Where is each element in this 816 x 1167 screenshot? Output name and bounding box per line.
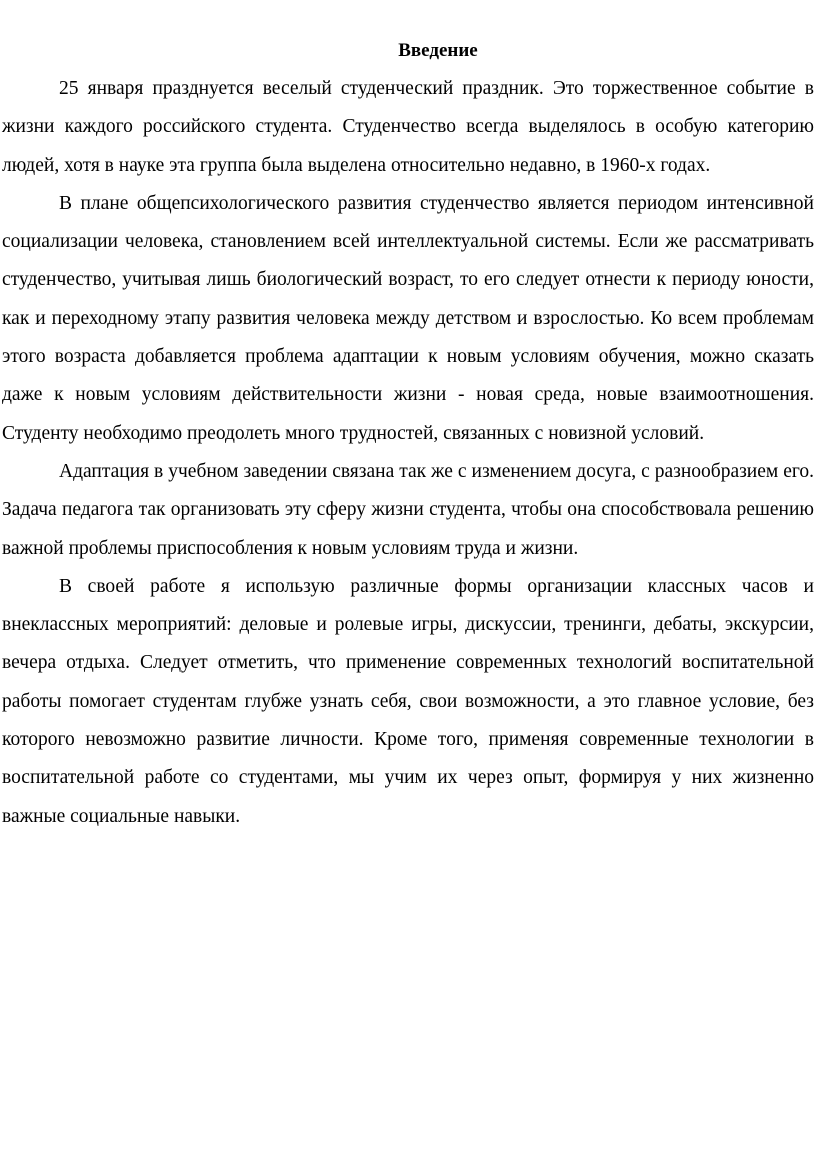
- paragraph-3: Адаптация в учебном заведении связана так же с изменением досуга, с разнообразием его. Задача педагога так организовать эту сферу жизни студента, чтобы она способствовала решению важной проблемы приспособления к новым условиям труда и жизни.: [2, 460, 814, 559]
- document-title: Введение: [398, 40, 478, 61]
- paragraph-2: В плане общепсихологического развития студенчество является периодом интенсивной социализации человека, становлением всей интеллектуальной системы. Если же рассматривать студенчество, учитывая лишь биологический возраст, то его следует отнести к периоду юности, как и переходному этапу развития человека между детством и взрослостью. Ко всем проблемам этого возраста добавляется проблема адаптации к новым условиям обучения, можно сказать даже к новым условиям действительности жизни - новая среда, новые взаимоотношения. Студенту необходимо преодолеть много трудностей, связанных с новизной условий.: [2, 192, 814, 444]
- paragraph-1: 25 января празднуется веселый студенческий праздник. Это торжественное событие в жизни каждого российского студента. Студенчество всегда выделялось в особую категорию людей, хотя в науке эта группа была выделена относительно недавно, в 1960-х годах.: [2, 78, 814, 176]
- paragraph-4: В своей работе я использую различные формы организации классных часов и внеклассных мероприятий: деловые и ролевые игры, дискуссии, тренинги, дебаты, экскурсии, вечера отдыха. Следует отметить, что применение современных технологий воспитательной работы помогает студентам глубже узнать себя, свои возможности, а это главное условие, без которого невозможно развитие личности. Кроме того, применяя современные технологии в воспитательной работе со студентами, мы учим их через опыт, формируя у них жизненно важные социальные навыки.: [2, 575, 814, 827]
- document-body: [2, 36, 814, 836]
